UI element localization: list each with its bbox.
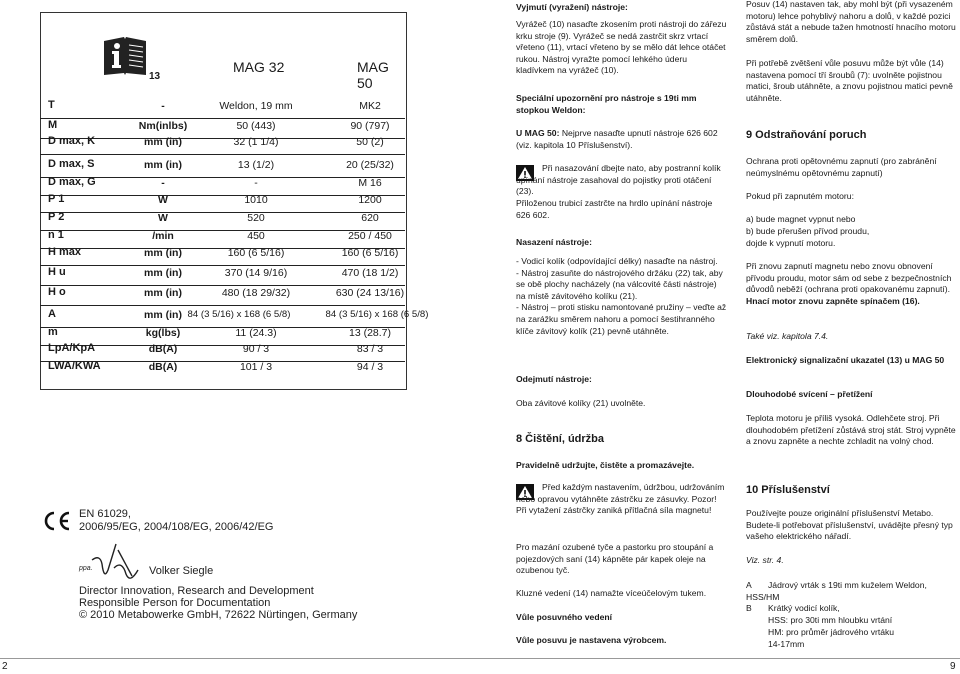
spec-symbol: D max, S	[48, 158, 95, 170]
accessory-a	[746, 580, 960, 603]
c3-p5a: a) bude magnet vypnut nebo	[746, 214, 856, 224]
c3-p2: Při potřebě zvětšení vůle posuvu může být vůle (14) nastavena pomocí tří šroubů (7): uvolněte pojistnou matici, šroub utáhněte, a znovu pojistnou matici pevně utáhněte.	[746, 58, 953, 103]
c3-p1: Posuv (14) nastaven tak, aby mohl být (při vysazeném motoru) lehce pohyblivý nahoru a dolů, v každé pozici zůstává stát a nebude tažen hmotností hnacího motoru směrem dolů.	[746, 0, 956, 44]
spec-value-mag32: 480 (18 29/32)	[221, 287, 291, 299]
spec-unit: mm (in)	[144, 287, 182, 299]
insert-heading: Nasazení nástroje:	[516, 237, 592, 247]
spec-unit: kg(lbs)	[145, 327, 181, 339]
spec-unit: mm (in)	[144, 247, 182, 259]
acc-b-text: Krátký vodicí kolík,	[768, 603, 840, 613]
spec-value-mag50: 620	[361, 212, 379, 224]
spec-unit: -	[161, 177, 165, 189]
spec-value-mag32: 1010	[244, 194, 268, 206]
c3-p7: Také viz. kapitola 7.4.	[746, 331, 829, 341]
spec-row	[40, 283, 405, 305]
c3-p5b: b) bude přerušen přívod proudu,	[746, 226, 870, 236]
spec-unit: Nm(inlbs)	[138, 120, 188, 132]
decl-role-2: Responsible Person for Documentation	[79, 597, 271, 609]
spec-value-mag32: 101 / 3	[239, 361, 273, 373]
spec-value-mag32: Weldon, 19 mm	[219, 100, 293, 112]
spec-symbol: D max, G	[48, 176, 96, 188]
spec-value-mag32: -	[254, 177, 258, 189]
remove2-text: Oba závitové kolíky (21) uvolněte.	[516, 398, 646, 408]
spec-unit: mm (in)	[144, 136, 182, 148]
spec-symbol: LWA/KWA	[48, 360, 101, 372]
spec-unit: mm (in)	[144, 267, 182, 279]
header-number: 13	[149, 71, 161, 82]
spec-value-mag50: MK2	[359, 100, 381, 112]
c3-p3: Ochrana proti opětovnému zapnutí (pro zabránění neúmyslnému opětovnému zapnutí)	[746, 156, 937, 178]
insert-text: - Vodicí kolík (odpovídající délky) nasaďte na nástroj. - Nástroj zasuňte do nástrojového držáku (22) tak, aby se obě plochy nacházely (na válcovité části nástroje) na místě závitového kolíku (21). - Nástroj – proti stisku namontované pružiny – veďte až na zarážku směrem nahoru a pomocí šestihranného klíče závitový kolík (21) pevně utáhněte.	[516, 256, 727, 336]
acc-b-line4: 14-17mm	[768, 639, 805, 649]
acc-b-line3: HM: pro průměr jádrového vrtáku	[768, 627, 895, 637]
spec-unit: -	[161, 100, 165, 112]
c3-p5c: dojde k vypnutí motoru.	[746, 238, 836, 248]
spec-value-mag32: 90 / 3	[242, 343, 270, 355]
signature-icon	[88, 540, 148, 590]
spec-header	[41, 13, 406, 99]
spec-symbol: H max	[48, 246, 82, 258]
spec-value-mag50: 1200	[358, 194, 382, 206]
spec-unit: mm (in)	[144, 159, 182, 171]
c3-p11: Používejte pouze originální příslušenství Metabo. Budete-li potřebovat příslušenství, uvádějte přesný typ vašeho elektrického nářadí.	[746, 508, 953, 542]
spec-value-mag32: 520	[247, 212, 265, 224]
standards-line-2: 2006/95/EG, 2004/108/EG, 2006/42/EG	[79, 521, 274, 533]
spec-value-mag50: 160 (6 5/16)	[341, 247, 399, 259]
spec-unit: dB(A)	[148, 361, 178, 373]
lubrication-text: Pro mazání ozubené tyče a pastorku pro stoupání a pojezdových saní (14) kápněte pár kapek oleje na ozubenou tyč.	[516, 542, 714, 576]
mag50-label: U MAG 50:	[516, 128, 560, 138]
spec-symbol: T	[48, 99, 55, 111]
spec-value-mag50: 50 (2)	[356, 136, 384, 148]
warn1-text: Při nasazování dbejte nato, aby postranní kolík upínání nástroje zasahoval do pojistky proti otáčení (23).	[516, 163, 721, 197]
remove2-heading: Odejmutí nástroje:	[516, 374, 592, 384]
spec-symbol: n 1	[48, 229, 64, 241]
spec-row	[40, 357, 405, 379]
spec-symbol: P 2	[48, 211, 65, 223]
spec-value-mag32: 13 (1/2)	[237, 159, 275, 171]
c3-p6-text: Při znovu zapnutí magnetu nebo znovu obnovení přívodu proudu, motor sám od sebe z bezpečnostních důvodů neběží (ochrana proti opakovanému zapnutí).	[746, 261, 952, 295]
c3-p4: Pokud při zapnutém motoru:	[746, 191, 854, 201]
warn1-text2: Přiloženou trubicí zastrčte na hrdlo upínání nástroje 626 602.	[516, 198, 713, 220]
acc-a-key: A	[746, 580, 752, 590]
spec-symbol: A	[48, 308, 56, 320]
spec-unit: mm (in)	[144, 309, 182, 321]
c3-p10: Teplota motoru je příliš vysoká. Odlehčete stroj. Při dlouhodobém přetížení zůstává stroj stát. Stroj vypněte a znovu zapněte a nechte zchladit na volný chod.	[746, 413, 956, 447]
signature-prefix: ppa.	[79, 565, 93, 572]
spec-value-mag32: 84 (3 5/16) x 168 (6 5/8)	[187, 309, 291, 320]
slide-grease-text: Kluzné vedení (14) namažte víceúčelovým tukem.	[516, 588, 707, 598]
maintenance-bold: Pravidelně udržujte, čistěte a promazávejte.	[516, 460, 695, 470]
spec-value-mag32: 450	[247, 230, 265, 242]
warn2-text: Před každým nastavením, údržbou, udržováním nebo opravou vytáhněte zástrčku ze zásuvky. Pozor! Při vytažení zástrčky zaniká přítlačná síla magnetu!	[516, 482, 725, 516]
spec-value-mag50: 83 / 3	[356, 343, 384, 355]
c3-p12: Viz. str. 4.	[746, 555, 784, 565]
decl-copyright: © 2010 Metabowerke GmbH, 72622 Nürtingen, Germany	[79, 609, 358, 621]
spec-value-mag50: 630 (24 13/16)	[335, 287, 405, 299]
signer-name: Volker Siegle	[149, 565, 214, 577]
acc-a-text: Jádrový vrták s 19ti mm kuželem Weldon, HSS/HM	[746, 580, 927, 602]
spec-value-mag50: 13 (28.7)	[348, 327, 392, 339]
spec-symbol: P 1	[48, 193, 65, 205]
weldon-heading: Speciální upozornění pro nástroje s 19ti mm stopkou Weldon:	[516, 93, 697, 115]
spec-value-mag32: 50 (443)	[236, 120, 276, 132]
play-text: Vůle posuvu je nastavena výrobcem.	[516, 635, 667, 645]
c3-p8: Elektronický signalizační ukazatel (13) u MAG 50	[746, 355, 945, 365]
section-9-heading: 9 Odstraňování poruch	[746, 129, 867, 141]
model-mag50: MAG 50	[357, 59, 389, 91]
page-number-right: 9	[950, 661, 956, 672]
spec-row	[40, 132, 405, 154]
acc-b-key: B	[746, 603, 752, 613]
spec-value-mag32: 160 (6 5/16)	[227, 247, 285, 259]
ce-mark-icon	[42, 510, 72, 532]
spec-unit: W	[158, 212, 168, 224]
spec-value-mag32: 11 (24.3)	[235, 327, 277, 339]
spec-symbol: m	[48, 326, 58, 338]
spec-symbol: H u	[48, 266, 66, 278]
spec-symbol: M	[48, 119, 58, 131]
spec-value-mag50: 90 (797)	[350, 120, 390, 132]
spec-unit: W	[158, 194, 168, 206]
spec-value-mag32: 32 (1 1/4)	[233, 136, 279, 148]
spec-unit: /min	[152, 230, 174, 242]
spec-value-mag50: 250 / 450	[348, 230, 392, 242]
spec-value-mag32: 370 (14 9/16)	[224, 267, 288, 279]
play-heading: Vůle posuvného vedení	[516, 612, 612, 622]
spec-row	[40, 243, 405, 265]
acc-b-line2: HSS: pro 30ti mm hloubku vrtání	[768, 615, 893, 625]
section-8-heading: 8 Čištění, údržba	[516, 433, 605, 445]
spec-row	[40, 96, 405, 118]
spec-symbol: D max, K	[48, 135, 96, 147]
c3-p6	[746, 261, 960, 307]
spec-unit: dB(A)	[148, 343, 178, 355]
spec-symbol: H o	[48, 286, 66, 298]
section-10-heading: 10 Příslušenství	[746, 484, 830, 496]
page-number-left: 2	[2, 661, 8, 672]
c3-p9: Dlouhodobé svícení – přetížení	[746, 389, 873, 399]
standards-line-1: EN 61029,	[79, 508, 131, 520]
info-book-icon	[102, 35, 148, 79]
remove-heading: Vyjmutí (vyražení) nástroje:	[516, 2, 628, 12]
spec-value-mag50: 94 / 3	[356, 361, 384, 373]
footer-rule	[0, 658, 960, 659]
remove-text: Vyrážeč (10) nasaďte zkosením proti nástroji do zářezu krku stroje (9). Vyrážeč se nedá zastrčit skrz vrtací vřeteno (11), vrtací vřeteno by se mělo dát lehce otáčet rukou. Nástroj vyražte pomocí lehkého úderu kladívkem na vyrážeč (10).	[516, 19, 727, 76]
spec-value-mag50: M 16	[358, 177, 382, 189]
c3-p6-bold: Hnací motor znovu zapněte spínačem (16).	[746, 295, 920, 306]
spec-row	[40, 263, 405, 285]
spec-value-mag50: 84 (3 5/16) x 168 (6 5/8)	[325, 309, 429, 320]
spec-value-mag50: 20 (25/32)	[346, 159, 394, 171]
spec-symbol: LpA/KpA	[48, 342, 96, 354]
model-mag32: MAG 32	[233, 59, 285, 75]
decl-role-1: Director Innovation, Research and Development	[79, 585, 314, 597]
mag50-note	[516, 128, 728, 151]
accessory-b	[746, 603, 960, 615]
mag50-text: Nejprve nasaďte upnutí nástroje 626 602 (viz. kapitola 10 Příslušenství).	[516, 128, 718, 150]
spec-value-mag50: 470 (18 1/2)	[341, 267, 399, 279]
